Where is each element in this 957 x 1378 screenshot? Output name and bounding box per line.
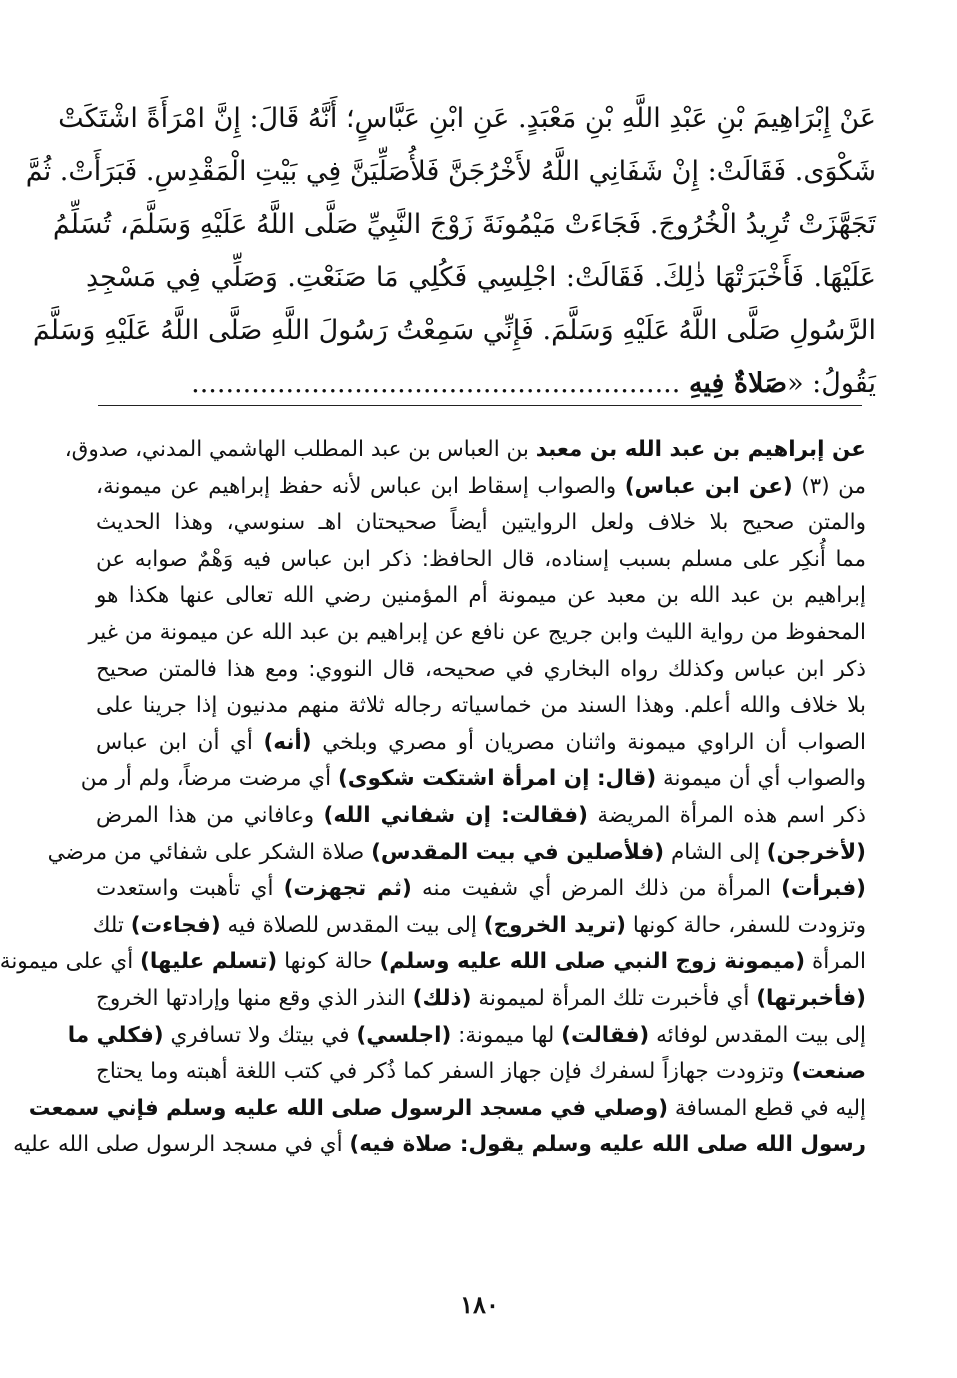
commentary-bold: (فكلي ما xyxy=(67,1022,164,1048)
commentary-text: وتزودت جهازاً لسفرك فإن جهاز السفر كما ذُكر في كتب اللغة أهبته وما يحتاج xyxy=(96,1059,792,1085)
commentary-line: والمتن صحيح بلا خلاف ولعل الروايتين أيضاً صحيحتان اهـ سنوسي، وهذا الحديث xyxy=(96,510,866,536)
commentary-text: النذر الذي وقع منها وإرادتها الخروج xyxy=(96,985,413,1011)
commentary-text: أي على ميمونة xyxy=(0,949,141,975)
commentary-text: صلاة الشكر على شفائي من مرضي xyxy=(47,839,372,865)
page-number: ١٨٠ xyxy=(460,1290,499,1319)
commentary-line: إبراهيم بن عبد الله بن معبد عن ميمونة أم المؤمنين رضي الله تعالى عنها هكذا هو xyxy=(96,583,866,609)
commentary-text: ذكر اسم هذه المرأة المريضة xyxy=(587,802,867,828)
commentary-line: بلا خلاف والله أعلم. وهذا السند من خماسياته رجاله ثلاثة منهم مدنيون إذا جرينا على xyxy=(96,693,866,719)
hadith-line-start: يَقُولُ: « xyxy=(787,368,876,399)
commentary-bold: (فقالت) xyxy=(561,1022,650,1048)
commentary-line xyxy=(13,1127,866,1164)
commentary-line xyxy=(96,725,866,762)
hadith-line: الرَّسُولِ صَلَّى اللَّهُ عَلَيْهِ وَسَلَّمَ. فَإِنِّي سَمِعْتُ رَسُولَ اللَّهِ صَلَّى اللَّهُ عَلَيْهِ وَسَلَّمَ xyxy=(32,315,876,346)
commentary-bold: (فقالت: إن شفاني الله) xyxy=(323,802,588,828)
commentary-bold: (ذلك) xyxy=(412,985,472,1011)
commentary-bold: (وصلي في مسجد الرسول صلى الله عليه وسلم فإني سمعت xyxy=(28,1095,669,1121)
commentary-bold: (أنه) xyxy=(263,729,312,755)
commentary-text: أي مرضت مرضاً، ولم أر من xyxy=(80,766,338,792)
commentary-text: الصواب أن الراوي ميمونة واثنان مصريان أو مصري وبلخي xyxy=(311,729,866,755)
commentary-text: لها ميمونة: xyxy=(451,1022,562,1048)
hadith-line: شَكْوَى. فَقَالَتْ: إِنْ شَفَانِي اللَّهُ لأَخْرُجَنَّ فَلأُصَلِّيَنَّ فِي بَيْتِ الْمَقْدِسِ. فَبَرَأَتْ. ثُمَّ xyxy=(25,156,876,187)
hadith-line: تَجَهَّزَتْ تُرِيدُ الْخُرُوجَ. فَجَاءَتْ مَيْمُونَةَ زَوْجَ النَّبِيِّ صَلَّى اللَّهُ عَلَيْهِ وَسَلَّمَ، تُسَلِّمُ xyxy=(52,209,876,240)
commentary-text: المرأة من ذلك المرض أي شفيت منه xyxy=(411,876,782,902)
book-page xyxy=(2,0,957,1378)
commentary-text: حالة كونها xyxy=(277,949,380,975)
commentary-line: المحفوظ من رواية الليث وابن جريج عن نافع عن إبراهيم بن عبد الله عن ميمونة من غير xyxy=(88,619,866,645)
hadith-text-block xyxy=(25,92,876,410)
hadith-line: عَلَيْهَا. فَأَخْبَرَتْهَا ذٰلِكَ. فَقَالَتْ: اجْلِسِي فَكُلِي مَا صَنَعْتِ. وَصَلِّي فِي مَسْجِدِ xyxy=(86,262,876,293)
commentary-text: إليه في قطع المسافة xyxy=(668,1095,866,1121)
commentary-text: المرأة xyxy=(805,949,866,975)
commentary-line xyxy=(47,835,866,872)
commentary-bold: (فأخبرتها) xyxy=(756,985,867,1011)
commentary-bold: (فجاءت) xyxy=(130,912,221,938)
commentary-text: أي أن ابن عباس xyxy=(96,729,264,755)
hadith-quote-bold: صَلاةٌ فِيهِ xyxy=(688,368,788,399)
commentary-text: تلك xyxy=(92,912,131,938)
commentary-bold: (تسلم عليها) xyxy=(140,949,278,975)
commentary-bold: (فبرأت) xyxy=(781,876,866,902)
commentary-line xyxy=(96,1054,866,1091)
commentary-bold: صنعت) xyxy=(791,1059,866,1085)
commentary-line xyxy=(28,1091,866,1128)
hadith-line xyxy=(86,357,876,410)
commentary-bold: عن إبراهيم بن عبد الله بن معبد xyxy=(535,437,866,462)
footnote-divider xyxy=(98,405,862,406)
commentary-line xyxy=(96,981,866,1018)
commentary-text: والصواب إسقاط ابن عباس لأنه حفظ إبراهيم عن ميمونة، xyxy=(96,473,625,499)
commentary-text: في بيتك ولا تسافري xyxy=(163,1022,357,1048)
commentary-bold: (فلأصلين في بيت المقدس) xyxy=(371,839,665,865)
hadith-line: عَنْ إِبْرَاهِيمَ بْنِ عَبْدِ اللَّهِ بْنِ مَعْبَدٍ. عَنِ ابْنِ عَبَّاسٍ؛ أَنَّهُ قَالَ: إِنَّ امْرَأَةً اشْتَكَتْ xyxy=(58,103,876,134)
commentary-text: أي في مسجد الرسول صلى الله عليه xyxy=(13,1132,350,1158)
commentary-text: أي تأهبت واستعدت xyxy=(96,876,284,902)
commentary-bold: (تريد الخروج) xyxy=(483,912,626,938)
commentary-line xyxy=(80,761,866,798)
commentary-line: ذكر ابن عباس وكذلك رواه البخاري في صحيحه، قال النووي: ومع هذا فالمتن صحيح xyxy=(96,656,866,682)
commentary-text: إلى بيت المقدس لوفائه xyxy=(649,1022,866,1048)
commentary-bold: (قال: إن امرأة اشتكت شكوى) xyxy=(337,766,657,792)
commentary-block xyxy=(0,432,867,1164)
commentary-bold: (عن ابن عباس) xyxy=(624,473,793,499)
commentary-text: بن العباس بن عبد المطلب الهاشمي المدني، صدوق، xyxy=(64,437,536,462)
commentary-line xyxy=(0,944,866,981)
commentary-text: أي فأخبرت تلك المرأة لميمونة xyxy=(471,985,757,1011)
commentary-text: وتزودت للسفر، حالة كونها xyxy=(626,912,866,938)
commentary-bold: رسول الله صلى الله عليه وسلم يقول: صلاة فيه) xyxy=(349,1132,866,1158)
ellipsis-dots: ......................................................... xyxy=(191,368,681,399)
commentary-bold: (ثم تجهزت) xyxy=(283,876,412,902)
commentary-line xyxy=(67,1018,866,1055)
commentary-bold: (اجلسي) xyxy=(356,1022,452,1048)
commentary-bold: (لأخرجن) xyxy=(766,839,866,865)
commentary-text: من (٣) xyxy=(792,473,866,499)
commentary-line xyxy=(92,908,866,945)
commentary-bold: (ميمونة زوج النبي صلى الله عليه وسلم) xyxy=(379,949,806,975)
commentary-text: إلى بيت المقدس للصلاة فيه xyxy=(220,912,484,938)
commentary-line xyxy=(96,469,866,506)
commentary-line xyxy=(96,871,866,908)
commentary-text: وعافاني من هذا المرض xyxy=(96,802,324,828)
commentary-line xyxy=(64,432,866,469)
commentary-text: والصواب أي أن ميمونة xyxy=(656,766,866,792)
commentary-line xyxy=(96,798,866,835)
commentary-line: مما أُنكِر على مسلم بسبب إسناده، قال الحافظ: ذكر ابن عباس فيه وَهْمٌ صوابه عن xyxy=(96,546,866,572)
commentary-text: إلى الشام xyxy=(664,839,767,865)
